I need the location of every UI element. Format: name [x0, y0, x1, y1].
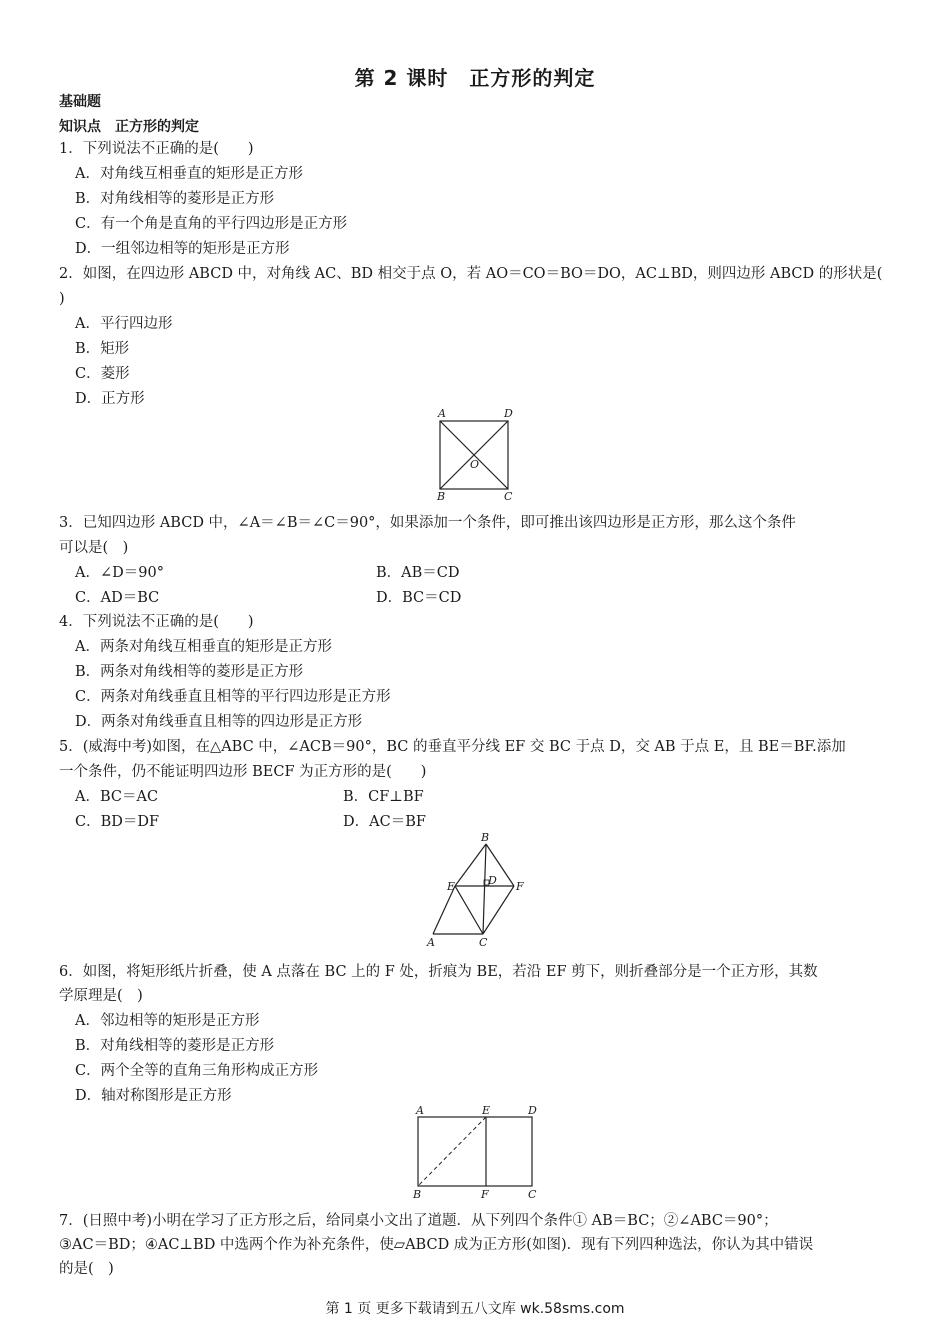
q5-option-a: A．BC＝AC [75, 789, 159, 805]
q5-option-c: C．BD＝DF [75, 814, 160, 830]
q5-figure-triangle [425, 830, 530, 950]
q1-option-b: B．对角线相等的菱形是正方形 [75, 191, 275, 207]
q6-option-b: B．对角线相等的菱形是正方形 [75, 1038, 275, 1054]
q4-option-a: A．两条对角线互相垂直的矩形是正方形 [75, 639, 332, 655]
label-c: C [479, 936, 488, 949]
label-a: A [416, 1104, 424, 1117]
segment-be [455, 844, 486, 886]
segment-fc [483, 886, 514, 934]
q3-option-d: D．BC＝CD [376, 590, 462, 606]
q6-option-c: C．两个全等的直角三角形构成正方形 [75, 1063, 319, 1079]
q5-option-b: B．CF⊥BF [343, 789, 424, 805]
q3-option-b: B．AB＝CD [376, 565, 460, 581]
section-basic: 基础题 [59, 94, 101, 110]
segment-ea [433, 886, 455, 934]
q1-option-a: A．对角线互相垂直的矩形是正方形 [75, 166, 303, 182]
q2-option-a: A．平行四边形 [75, 316, 173, 332]
label-e: E [482, 1104, 491, 1117]
fold-line-be [418, 1117, 486, 1186]
q1-option-d: D．一组邻边相等的矩形是正方形 [75, 241, 290, 257]
q2-option-d: D．正方形 [75, 391, 145, 407]
q5-stem-line2: 一个条件，仍不能证明四边形 BECF 为正方形的是( ) [59, 764, 427, 780]
label-b: B [437, 490, 446, 503]
q6-option-d: D．轴对称图形是正方形 [75, 1088, 232, 1104]
label-d: D [504, 407, 513, 420]
label-o: O [470, 458, 480, 471]
q2-option-c: C．菱形 [75, 366, 130, 382]
q3-option-c: C．AD＝BC [75, 590, 160, 606]
page-footer: 第 1 页 更多下载请到五八文库 wk.58sms.com [325, 1301, 625, 1317]
label-f: F [481, 1188, 489, 1201]
q2-figure-square [430, 405, 520, 505]
q4-option-b: B．两条对角线相等的菱形是正方形 [75, 664, 304, 680]
q7-stem-line2: ③AC＝BD；④AC⊥BD 中选两个作为补充条件，使▱ABCD 成为正方形(如图)．现有下列四种选法，你认为其中错误 [59, 1237, 814, 1253]
page-title: 第 2 课时 正方形的判定 [354, 66, 596, 90]
q4-option-c: C．两条对角线垂直且相等的平行四边形是正方形 [75, 689, 391, 705]
label-d: D [528, 1104, 537, 1117]
q3-stem-line1: 3．已知四边形 ABCD 中，∠A＝∠B＝∠C＝90°，如果添加一个条件，即可推出该四边形是正方形，那么这个条件 [59, 515, 796, 531]
segment-bc [483, 844, 486, 934]
q3-option-a: A．∠D＝90° [75, 565, 164, 581]
label-e: E [447, 880, 456, 893]
label-a: A [427, 936, 435, 949]
label-f: F [516, 880, 524, 893]
q6-stem-line1: 6．如图，将矩形纸片折叠，使 A 点落在 BC 上的 F 处，折痕为 BE，若沿 EF 剪下，则折叠部分是一个正方形，其数 [59, 964, 818, 980]
label-b: B [413, 1188, 422, 1201]
label-d: D [488, 874, 497, 887]
q7-stem-line1: 7．(日照中考)小明在学习了正方形之后，给同桌小文出了道题．从下列四个条件① AB＝BC；②∠ABC＝90°； [59, 1213, 778, 1229]
label-a: A [438, 407, 446, 420]
q2-stem-line1: 2．如图，在四边形 ABCD 中，对角线 AC、BD 相交于点 O，若 AO＝CO＝BO＝DO，AC⊥BD，则四边形 ABCD 的形状是( [59, 266, 883, 282]
q5-option-d: D．AC＝BF [343, 814, 426, 830]
segment-ec [455, 886, 483, 934]
q2-stem-line2: ) [59, 291, 65, 307]
q6-option-a: A．邻边相等的矩形是正方形 [75, 1013, 260, 1029]
label-b: B [481, 831, 490, 844]
label-c: C [528, 1188, 537, 1201]
q7-stem-line3: 的是( ) [59, 1261, 114, 1277]
q6-stem-line2: 学原理是( ) [59, 988, 143, 1004]
q1-option-c: C．有一个角是直角的平行四边形是正方形 [75, 216, 348, 232]
section-knowledge: 知识点 正方形的判定 [59, 119, 199, 135]
q4-stem: 4．下列说法不正确的是( ) [59, 614, 254, 630]
q1-stem: 1．下列说法不正确的是( ) [59, 141, 254, 157]
label-c: C [504, 490, 513, 503]
rectangle-abcd [418, 1117, 532, 1186]
q6-figure-rectangle [408, 1102, 543, 1202]
q2-option-b: B．矩形 [75, 341, 130, 357]
q4-option-d: D．两条对角线垂直且相等的四边形是正方形 [75, 714, 363, 730]
q5-stem-line1: 5．(威海中考)如图，在△ABC 中，∠ACB＝90°，BC 的垂直平分线 EF 交 BC 于点 D，交 AB 于点 E，且 BE＝BF.添加 [59, 739, 846, 755]
q3-stem-line2: 可以是( ) [59, 540, 129, 556]
